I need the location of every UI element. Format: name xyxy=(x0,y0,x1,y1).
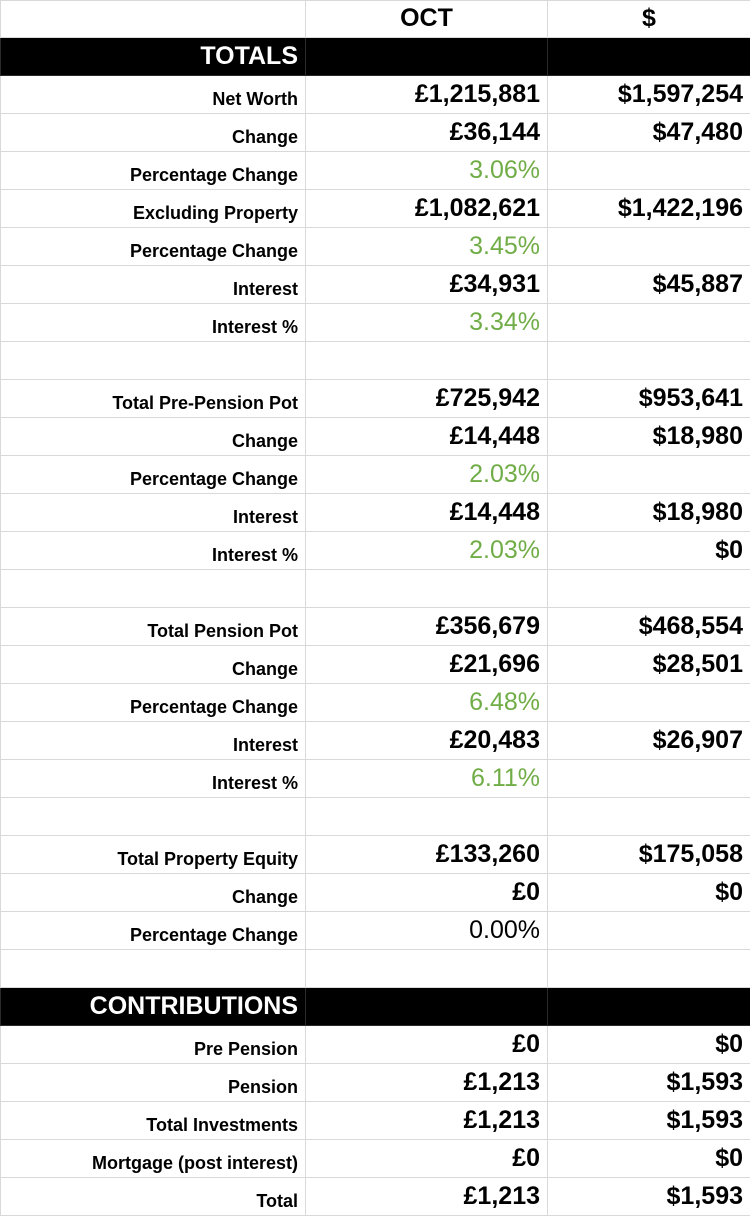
row-label[interactable]: Percentage Change xyxy=(1,228,306,266)
usd-value-cell[interactable]: $18,980 xyxy=(548,494,750,532)
usd-value-cell[interactable]: $468,554 xyxy=(548,608,750,646)
row-label[interactable]: Total xyxy=(1,1178,306,1216)
gbp-value-cell[interactable]: £1,215,881 xyxy=(306,76,548,114)
empty-cell[interactable] xyxy=(306,798,548,836)
table-row xyxy=(1,76,750,114)
table-row xyxy=(1,912,750,950)
usd-value-cell[interactable]: $1,597,254 xyxy=(548,76,750,114)
row-label[interactable]: Percentage Change xyxy=(1,152,306,190)
table-row xyxy=(1,1064,750,1102)
section-totals-cell[interactable] xyxy=(548,38,750,76)
usd-value-cell[interactable]: $1,593 xyxy=(548,1064,750,1102)
table-row xyxy=(1,684,750,722)
usd-value-cell[interactable]: $1,422,196 xyxy=(548,190,750,228)
row-label[interactable]: Percentage Change xyxy=(1,456,306,494)
row-label[interactable]: Percentage Change xyxy=(1,912,306,950)
table-row xyxy=(1,722,750,760)
row-label[interactable]: Interest % xyxy=(1,304,306,342)
table-row xyxy=(1,1102,750,1140)
table-row xyxy=(1,1178,750,1216)
gbp-value-cell[interactable]: £14,448 xyxy=(306,494,548,532)
table-row xyxy=(1,646,750,684)
header-blank-cell[interactable] xyxy=(1,1,306,38)
gbp-value-cell[interactable]: £356,679 xyxy=(306,608,548,646)
gbp-value-cell[interactable]: £725,942 xyxy=(306,380,548,418)
table-row xyxy=(1,760,750,798)
empty-cell[interactable] xyxy=(548,342,750,380)
usd-value-cell[interactable]: $45,887 xyxy=(548,266,750,304)
table-row xyxy=(1,874,750,912)
table-row xyxy=(1,456,750,494)
row-label[interactable]: Change xyxy=(1,874,306,912)
gbp-value-cell[interactable]: £1,213 xyxy=(306,1064,548,1102)
gbp-value-cell[interactable]: £34,931 xyxy=(306,266,548,304)
usd-value-cell[interactable]: $0 xyxy=(548,1026,750,1064)
percent-value-cell[interactable]: 6.48% xyxy=(306,684,548,722)
percent-value-cell[interactable]: 3.45% xyxy=(306,228,548,266)
row-label[interactable]: Total Investments xyxy=(1,1102,306,1140)
empty-row xyxy=(1,342,750,380)
gbp-value-cell[interactable]: £1,082,621 xyxy=(306,190,548,228)
gbp-value-cell[interactable]: £1,213 xyxy=(306,1178,548,1216)
gbp-value-cell[interactable]: £0 xyxy=(306,1140,548,1178)
header-currency-cell[interactable]: $ xyxy=(548,1,750,38)
table-row xyxy=(1,1026,750,1064)
section-totals-row xyxy=(1,38,750,76)
header-row xyxy=(1,1,750,38)
row-label[interactable]: Interest xyxy=(1,494,306,532)
percent-value-cell[interactable]: 0.00% xyxy=(306,912,548,950)
usd-value-cell[interactable]: $175,058 xyxy=(548,836,750,874)
usd-value-cell[interactable]: $47,480 xyxy=(548,114,750,152)
row-label[interactable]: Pension xyxy=(1,1064,306,1102)
empty-cell[interactable] xyxy=(1,798,306,836)
table-row xyxy=(1,418,750,456)
gbp-value-cell[interactable]: £133,260 xyxy=(306,836,548,874)
empty-cell[interactable] xyxy=(1,950,306,988)
gbp-value-cell[interactable]: £1,213 xyxy=(306,1102,548,1140)
percent-value-cell[interactable]: 2.03% xyxy=(306,532,548,570)
usd-value-cell[interactable]: $1,593 xyxy=(548,1178,750,1216)
row-label[interactable]: Percentage Change xyxy=(1,684,306,722)
empty-cell[interactable] xyxy=(548,570,750,608)
empty-cell[interactable] xyxy=(1,342,306,380)
row-label[interactable]: Total Property Equity xyxy=(1,836,306,874)
table-row xyxy=(1,152,750,190)
empty-row xyxy=(1,570,750,608)
row-label[interactable]: Change xyxy=(1,646,306,684)
table-row xyxy=(1,304,750,342)
table-row xyxy=(1,114,750,152)
header-month-cell[interactable]: OCT xyxy=(306,1,548,38)
empty-cell[interactable] xyxy=(306,342,548,380)
row-label[interactable]: Excluding Property xyxy=(1,190,306,228)
table-row xyxy=(1,1140,750,1178)
row-label[interactable]: Change xyxy=(1,418,306,456)
usd-value-cell[interactable]: $0 xyxy=(548,874,750,912)
section-contributions-cell[interactable] xyxy=(548,988,750,1026)
empty-row xyxy=(1,950,750,988)
usd-value-cell[interactable]: $18,980 xyxy=(548,418,750,456)
gbp-value-cell[interactable]: £0 xyxy=(306,1026,548,1064)
usd-value-cell[interactable]: $953,641 xyxy=(548,380,750,418)
gbp-value-cell[interactable]: £21,696 xyxy=(306,646,548,684)
section-contributions-cell[interactable] xyxy=(306,988,548,1026)
table-row xyxy=(1,266,750,304)
row-label[interactable]: Interest xyxy=(1,266,306,304)
row-label[interactable]: Pre Pension xyxy=(1,1026,306,1064)
usd-value-cell[interactable] xyxy=(548,684,750,722)
table-row xyxy=(1,380,750,418)
percent-value-cell[interactable]: 3.06% xyxy=(306,152,548,190)
usd-value-cell[interactable] xyxy=(548,456,750,494)
row-label[interactable]: Mortgage (post interest) xyxy=(1,1140,306,1178)
row-label[interactable]: Total Pension Pot xyxy=(1,608,306,646)
section-contributions-title[interactable]: CONTRIBUTIONS xyxy=(1,988,306,1026)
row-label[interactable]: Interest % xyxy=(1,532,306,570)
table-row xyxy=(1,190,750,228)
empty-row xyxy=(1,798,750,836)
usd-value-cell[interactable]: $28,501 xyxy=(548,646,750,684)
gbp-value-cell[interactable]: £20,483 xyxy=(306,722,548,760)
row-label[interactable]: Total Pre-Pension Pot xyxy=(1,380,306,418)
usd-value-cell[interactable]: $0 xyxy=(548,1140,750,1178)
row-label[interactable]: Interest % xyxy=(1,760,306,798)
percent-value-cell[interactable]: 6.11% xyxy=(306,760,548,798)
table-row xyxy=(1,836,750,874)
table-row xyxy=(1,532,750,570)
usd-value-cell[interactable] xyxy=(548,912,750,950)
usd-value-cell[interactable] xyxy=(548,304,750,342)
table-row xyxy=(1,494,750,532)
table-row xyxy=(1,228,750,266)
usd-value-cell[interactable] xyxy=(548,760,750,798)
empty-cell[interactable] xyxy=(306,950,548,988)
row-label[interactable]: Net Worth xyxy=(1,76,306,114)
table-row xyxy=(1,608,750,646)
gbp-value-cell[interactable]: £14,448 xyxy=(306,418,548,456)
usd-value-cell[interactable]: $26,907 xyxy=(548,722,750,760)
section-contributions-row xyxy=(1,988,750,1026)
row-label[interactable]: Change xyxy=(1,114,306,152)
row-label[interactable]: Interest xyxy=(1,722,306,760)
empty-cell[interactable] xyxy=(306,570,548,608)
percent-value-cell[interactable]: 3.34% xyxy=(306,304,548,342)
usd-value-cell[interactable]: $1,593 xyxy=(548,1102,750,1140)
usd-value-cell[interactable] xyxy=(548,152,750,190)
usd-value-cell[interactable]: $0 xyxy=(548,532,750,570)
empty-cell[interactable] xyxy=(548,798,750,836)
section-totals-title[interactable]: TOTALS xyxy=(1,38,306,76)
percent-value-cell[interactable]: 2.03% xyxy=(306,456,548,494)
gbp-value-cell[interactable]: £0 xyxy=(306,874,548,912)
empty-cell[interactable] xyxy=(548,950,750,988)
empty-cell[interactable] xyxy=(1,570,306,608)
section-totals-cell[interactable] xyxy=(306,38,548,76)
usd-value-cell[interactable] xyxy=(548,228,750,266)
gbp-value-cell[interactable]: £36,144 xyxy=(306,114,548,152)
